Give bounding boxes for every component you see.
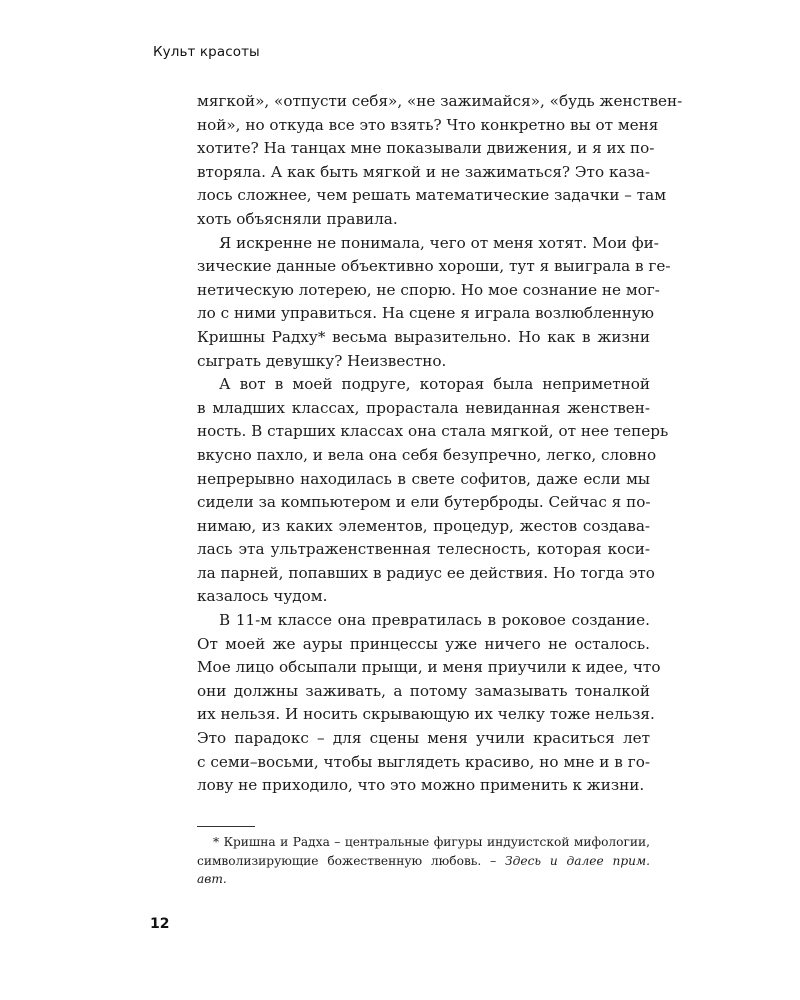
text-line: мягкой», «отпусти себя», «не зажимайся», «будь женствен- [197,92,683,110]
text-line: В 11-м классе она превратилась в роковое создание. [219,611,650,630]
text-line: нетическую лотерею, не спорю. Но мое сознание не мог- [197,280,660,299]
footnote [197,833,650,889]
text-line: хотите? На танцах мне показывали движения, и я их по- [197,139,655,158]
text-line: Я искренне не понимала, чего от меня хотят. Мои фи- [219,233,659,252]
text-line: Мое лицо обсыпали прыщи, и меня приучили к идее, что [197,658,661,677]
text-line: От моей же ауры принцессы уже ничего не осталось. [197,634,650,653]
text-line: Кришны Радху* весьма выразительно. Но как в жизни [197,327,650,346]
footnote-divider [197,826,255,827]
text-line: вкусно пахло, и вела она себя безупречно, легко, словно [197,445,657,464]
text-line: они должны заживать, а потому замазывать тоналкой [197,681,650,700]
footnote-text: символизирующие божественную любовь. – [197,853,506,868]
text-line: сидели за компьютером и ели бутерброды. Сейчас я по- [197,493,651,512]
text-line: ность. В старших классах она стала мягкой, от нее теперь [197,422,669,441]
text-line: лась эта ультраженственная телесность, которая коси- [197,540,650,559]
text-line: казалось чудом. [197,587,328,606]
text-line: лову не приходило, что это можно применить к жизни. [197,776,645,795]
text-line: непрерывно находилась в свете софитов, даже если мы [197,469,650,488]
footnote-line [197,870,650,889]
text-line: хоть объясняли правила. [197,209,398,228]
page-number: 12 [150,916,170,932]
text-line: лось сложнее, чем решать математические задачки – там [197,186,667,205]
text-line: в младших классах, прорастала невиданная женствен- [197,398,650,417]
footnote-line: * Кришна и Радха – центральные фигуры индуистской мифологии, [213,835,650,849]
text-line: ной», но откуда все это взять? Что конкретно вы от меня [197,115,659,134]
text-line: Это парадокс – для сцены меня учили краситься лет [197,729,650,748]
text-line: сыграть девушку? Неизвестно. [197,351,447,370]
text-line: ла парней, попавших в радиус ее действия. Но тогда это [197,563,655,582]
text-line: с семи–восьми, чтобы выглядеть красиво, но мне и в го- [197,752,650,771]
running-title: Культ красоты [153,44,260,60]
text-line: вторяла. А как быть мягкой и не зажиматься? Это каза- [197,162,650,181]
footnote-attribution-end: авт. [197,872,227,887]
text-line: их нельзя. И носить скрывающую их челку тоже нельзя. [197,705,655,724]
text-line: А вот в моей подруге, которая была неприметной [219,375,650,394]
text-line: ло с ними управиться. На сцене я играла возлюбленную [197,304,655,323]
footnote-line [197,852,650,871]
text-line: нимаю, из каких элементов, процедур, жестов создава- [197,516,650,535]
body-text [197,90,683,798]
text-line: зические данные объективно хороши, тут я выиграла в ге- [197,257,671,276]
footnote-attribution: Здесь и далее прим. [505,853,650,868]
